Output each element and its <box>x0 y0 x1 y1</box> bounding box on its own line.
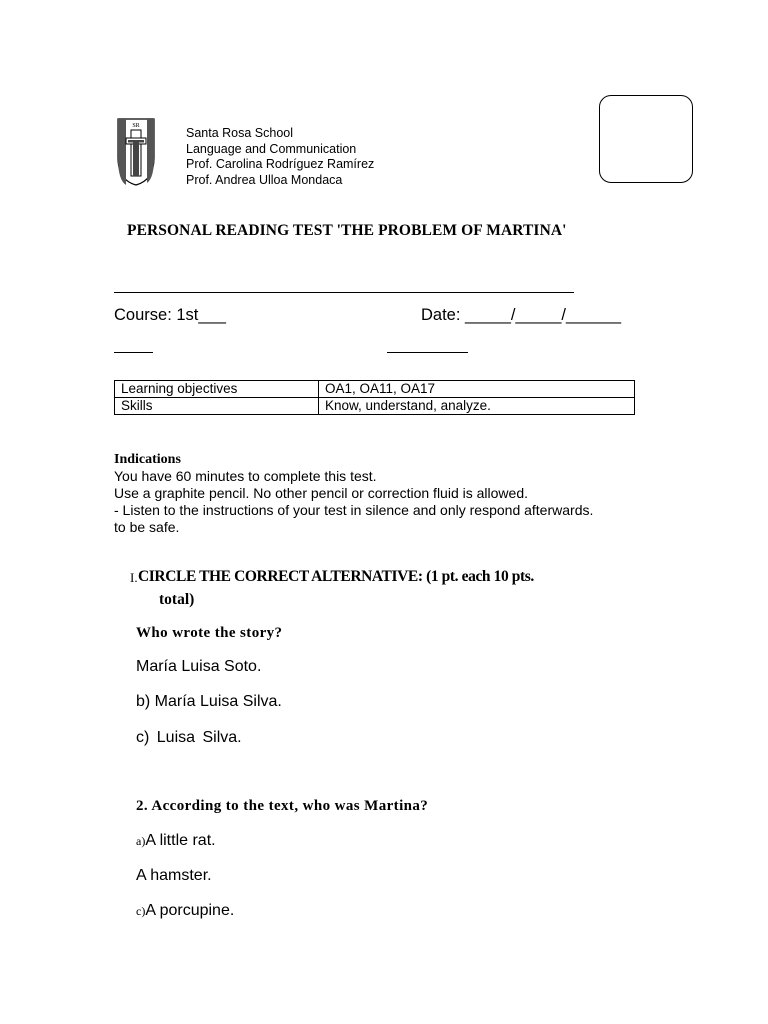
school-logo-shield <box>117 118 155 186</box>
option-text: A little rat. <box>145 832 216 849</box>
question-1-option-c[interactable] <box>136 729 242 747</box>
student-name-line[interactable] <box>114 292 574 293</box>
section-title: CIRCLE THE CORRECT ALTERNATIVE: (1 pt. each 10 pts. <box>138 568 534 585</box>
objectives-label: Learning objectives <box>115 381 319 398</box>
date-field[interactable]: Date: _____/_____/______ <box>421 306 622 324</box>
subject-name: Language and Communication <box>186 141 357 156</box>
option-text: A hamster. <box>136 867 212 884</box>
question-2: 2. According to the text, who was Martina? <box>136 798 429 814</box>
indications-text <box>114 468 593 536</box>
indication-line: Use a graphite pencil. No other pencil or correction fluid is allowed. <box>114 485 528 501</box>
option-letter: c) <box>136 904 146 918</box>
section-title-continued: total) <box>159 591 195 608</box>
question-2-option-b[interactable] <box>136 867 212 885</box>
teacher-name-2: Prof. Andrea Ulloa Mondaca <box>186 172 343 187</box>
option-text: María Luisa Soto. <box>136 658 262 675</box>
score-box <box>599 95 693 183</box>
option-letter: a) <box>136 834 146 848</box>
table-row <box>115 381 635 398</box>
skills-value: Know, understand, analyze. <box>319 398 635 415</box>
indication-line: - Listen to the instructions of your test in silence and only respond afterwards. <box>114 502 594 518</box>
teacher-name-1: Prof. Carolina Rodríguez Ramírez <box>186 157 375 171</box>
question-1-option-b[interactable] <box>136 693 282 711</box>
question-1-option-a[interactable] <box>136 658 261 676</box>
question-2-option-c[interactable] <box>136 902 234 920</box>
question-2-option-a[interactable] <box>136 832 216 850</box>
objectives-value: OA1, OA11, OA17 <box>319 381 635 398</box>
option-text: c) Luisa Silva. <box>136 729 242 746</box>
date-continuation-line <box>387 352 468 353</box>
option-text: b) María Luisa Silva. <box>136 693 282 710</box>
table-row <box>115 398 635 415</box>
test-title: PERSONAL READING TEST 'THE PROBLEM OF MARTINA' <box>127 222 567 239</box>
indication-line: You have 60 minutes to complete this test. <box>114 468 377 484</box>
school-info <box>186 126 374 188</box>
logo-initials: SR <box>132 123 140 129</box>
question-1: Who wrote the story? <box>136 625 283 641</box>
section-number: I. <box>130 570 138 585</box>
option-text: A porcupine. <box>145 902 235 919</box>
indications-heading: Indications <box>114 452 181 467</box>
course-field[interactable]: Course: 1st___ <box>114 306 226 324</box>
school-name: Santa Rosa School <box>186 126 294 140</box>
objectives-table <box>114 380 635 415</box>
course-continuation-line <box>114 352 153 353</box>
skills-label: Skills <box>115 398 319 415</box>
indication-line: to be safe. <box>114 519 180 535</box>
